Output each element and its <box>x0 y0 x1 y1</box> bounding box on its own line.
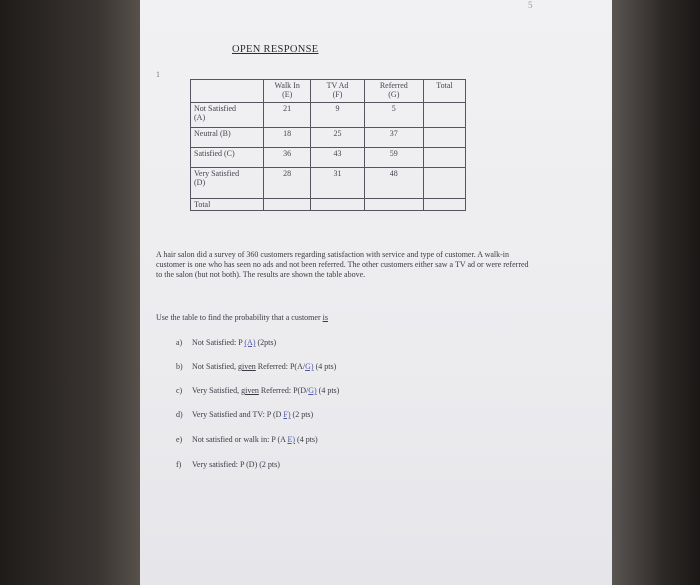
item-letter: d) <box>176 410 183 419</box>
row-label: Very Satisfied (D) <box>191 168 264 199</box>
question-item-f <box>176 460 280 469</box>
question-item-c <box>176 386 339 395</box>
table-cell <box>423 199 465 211</box>
header-tv-ad: TV Ad (F) <box>326 81 349 99</box>
question-item-d <box>176 410 313 419</box>
row-label: Not Satisfied (A) <box>191 103 264 128</box>
instruction-underlined: is <box>322 313 328 322</box>
item-points: (2pts) <box>255 338 277 347</box>
item-text-mid: Referred: P(A/ <box>255 362 306 371</box>
item-text-mid: Referred: P(D/ <box>258 386 309 395</box>
question-number: 1 <box>156 70 160 79</box>
table-header-cell <box>364 80 423 103</box>
header-walk-in: Walk In (E) <box>274 81 300 99</box>
item-letter: e) <box>176 435 183 444</box>
table-cell: 21 <box>264 103 311 128</box>
item-text: Very Satisfied, <box>192 386 242 395</box>
item-points: (2 pts) <box>257 460 280 469</box>
item-points: (4 pts) <box>295 435 318 444</box>
table-row <box>191 148 466 168</box>
item-text: Very satisfied: P (D) <box>192 460 258 469</box>
item-answer: F) <box>283 410 291 419</box>
question-item-e <box>176 435 318 444</box>
header-total: Total <box>436 81 453 90</box>
item-answer: (A) <box>244 338 256 347</box>
table-cell: 5 <box>364 103 423 128</box>
table-header-cell <box>191 80 264 103</box>
table-cell <box>423 103 465 128</box>
table-cell: 18 <box>264 128 311 148</box>
item-text: Not satisfied or walk in: P (A <box>192 435 288 444</box>
question-item-b <box>176 362 336 371</box>
table-cell <box>311 199 364 211</box>
table-cell <box>423 148 465 168</box>
header-referred: Referred (G) <box>379 81 408 99</box>
table-cell: 59 <box>364 148 423 168</box>
item-letter: b) <box>176 362 183 371</box>
question-item-a <box>176 338 276 347</box>
page-heading: OPEN RESPONSE <box>232 44 319 55</box>
page-number: 5 <box>528 0 533 10</box>
row-label: Total <box>191 199 264 211</box>
table-header-cell <box>311 80 364 103</box>
instruction-text: Use the table to find the probability that a customer <box>156 313 323 322</box>
item-letter: f) <box>176 460 182 469</box>
item-points: (4 pts) <box>313 362 337 371</box>
instruction-line <box>156 313 328 322</box>
item-answer: G) <box>308 386 317 395</box>
item-given: given <box>241 386 259 395</box>
item-text: Very Satisfied and TV: P (D <box>192 410 284 419</box>
item-letter: c) <box>176 386 183 395</box>
table-row <box>191 128 466 148</box>
worksheet-page <box>140 0 612 585</box>
contingency-table <box>190 79 466 211</box>
row-label: Satisfied (C) <box>191 148 264 168</box>
table-cell: 37 <box>364 128 423 148</box>
item-letter: a) <box>176 338 183 347</box>
table-header-cell <box>264 80 311 103</box>
table-total-row <box>191 199 466 211</box>
background-left <box>0 0 140 585</box>
table-row <box>191 103 466 128</box>
table-cell: 28 <box>264 168 311 199</box>
table-cell: 9 <box>311 103 364 128</box>
table-cell: 25 <box>311 128 364 148</box>
table-cell <box>423 128 465 148</box>
table-row <box>191 168 466 199</box>
item-points: (4 pts) <box>316 386 340 395</box>
item-text: Not Satisfied, <box>192 362 238 371</box>
table-header-cell <box>423 80 465 103</box>
item-points: (2 pts) <box>290 410 314 419</box>
item-answer: G) <box>305 362 314 371</box>
table-cell: 36 <box>264 148 311 168</box>
table-cell <box>364 199 423 211</box>
table-header-row <box>191 80 466 103</box>
background-right <box>612 0 700 585</box>
item-answer: E) <box>287 435 296 444</box>
row-label: Neutral (B) <box>191 128 264 148</box>
table-cell <box>264 199 311 211</box>
table-cell: 31 <box>311 168 364 199</box>
table-cell <box>423 168 465 199</box>
item-text: Not Satisfied: P <box>192 338 245 347</box>
table-cell: 43 <box>311 148 364 168</box>
table-cell: 48 <box>364 168 423 199</box>
item-given: given <box>238 362 256 371</box>
problem-paragraph: A hair salon did a survey of 360 customers regarding satisfaction with service and type of customer. A walk-in customer is one who has seen no ads and not been referred. The other customers either saw a TV ad or were referred to the salon (but not both). The results are shown the table above. <box>156 250 529 279</box>
